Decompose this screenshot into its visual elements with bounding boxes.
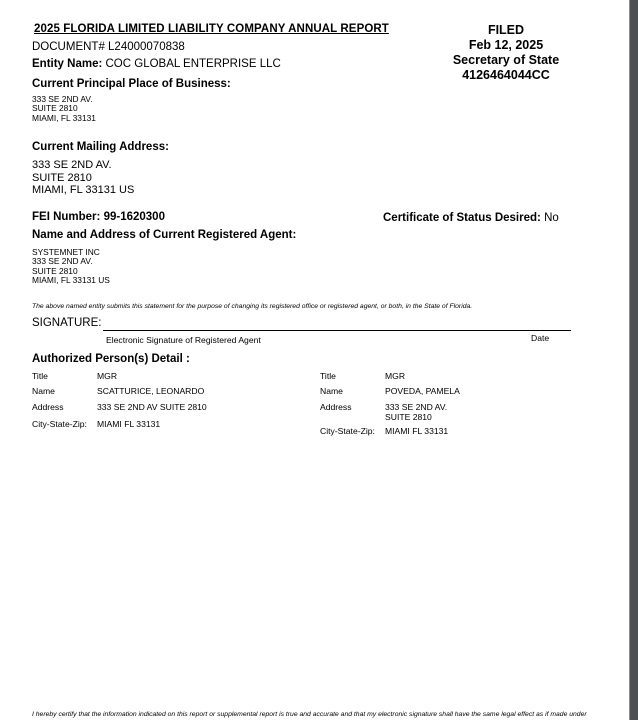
principal-line: MIAMI, FL 33131 [32, 112, 96, 123]
entity-name-row [32, 58, 281, 70]
principal-line: SUITE 2810 [32, 103, 78, 114]
person2-address-label: Address [320, 402, 352, 412]
person2-title-value: MGR [385, 371, 406, 381]
certification-statement: I hereby certify that the information indicated on this report or supplemental report is true and accurate and that my electronic signature shall have the same legal effect as if made under [32, 711, 587, 718]
mailing-heading: Current Mailing Address: [32, 141, 169, 153]
authorized-heading: Authorized Person(s) Detail : [32, 353, 190, 365]
person2-address-line: 333 SE 2ND AV. [385, 402, 448, 412]
agent-statement: The above named entity submits this statement for the purpose of changing its registered office or registered agent, or both, in the State of Florida. [32, 303, 473, 310]
person2-title-label: Title [320, 371, 336, 381]
person1-title-label: Title [32, 371, 48, 381]
signature-line [103, 330, 571, 331]
agent-address [32, 248, 110, 286]
fei-row [32, 211, 165, 223]
filed-number: 4126464044CC [462, 68, 550, 82]
signature-label: SIGNATURE: [32, 317, 102, 329]
person2-csz-label: City-State-Zip: [320, 426, 375, 436]
principal-line: 333 SE 2ND AV. [32, 94, 93, 104]
filed-status: FILED [487, 23, 525, 37]
entity-name-value: COC GLOBAL ENTERPRISE LLC [105, 58, 281, 70]
person2-name-value: POVEDA, PAMELA [385, 386, 460, 396]
agent-line: MIAMI, FL 33131 US [32, 275, 110, 286]
mailing-line: 333 SE 2ND AV. [32, 159, 112, 171]
person1-address-label: Address [32, 402, 64, 412]
person1-title-value: MGR [97, 371, 118, 381]
filed-office: Secretary of State [452, 53, 560, 67]
mailing-line: SUITE 2810 [32, 171, 92, 184]
certificate-row [383, 212, 559, 224]
person1-name-value: SCATTURICE, LEONARDO [97, 386, 205, 396]
principal-heading: Current Principal Place of Business: [32, 78, 231, 90]
fei-label: FEI Number: [32, 211, 101, 223]
agent-line: SUITE 2810 [32, 265, 78, 276]
document-number: DOCUMENT# L24000070838 [32, 41, 185, 53]
person1-csz-value: MIAMI FL 33131 [97, 419, 161, 429]
certificate-label: Certificate of Status Desired: [383, 212, 541, 224]
filed-date: Feb 12, 2025 [468, 38, 544, 52]
agent-line: 333 SE 2ND AV. [32, 256, 93, 267]
agent-heading: Name and Address of Current Registered Agent: [32, 229, 297, 241]
fei-value: 99-1620300 [103, 211, 165, 223]
person2-name-label: Name [320, 386, 343, 396]
person1-csz-label: City-State-Zip: [32, 419, 87, 429]
viewer-scrollbar[interactable] [630, 0, 638, 720]
person1-address-value: 333 SE 2ND AV SUITE 2810 [97, 402, 207, 412]
person1-name-label: Name [32, 386, 55, 396]
person2-address-line: SUITE 2810 [385, 412, 432, 422]
principal-address [32, 95, 96, 123]
entity-name-label: Entity Name: [32, 58, 103, 70]
certificate-value: No [544, 212, 559, 224]
person2-csz-value: MIAMI FL 33131 [385, 426, 449, 436]
signature-caption: Electronic Signature of Registered Agent [106, 335, 261, 345]
mailing-address [32, 159, 134, 197]
mailing-line: MIAMI, FL 33131 US [32, 184, 135, 196]
filed-stamp [426, 23, 586, 83]
person2-address-value [385, 402, 447, 422]
agent-line: SYSTEMNET INC [32, 247, 100, 257]
signature-date-label: Date [531, 333, 550, 343]
report-title: 2025 FLORIDA LIMITED LIABILITY COMPANY ANNUAL REPORT [34, 23, 389, 35]
